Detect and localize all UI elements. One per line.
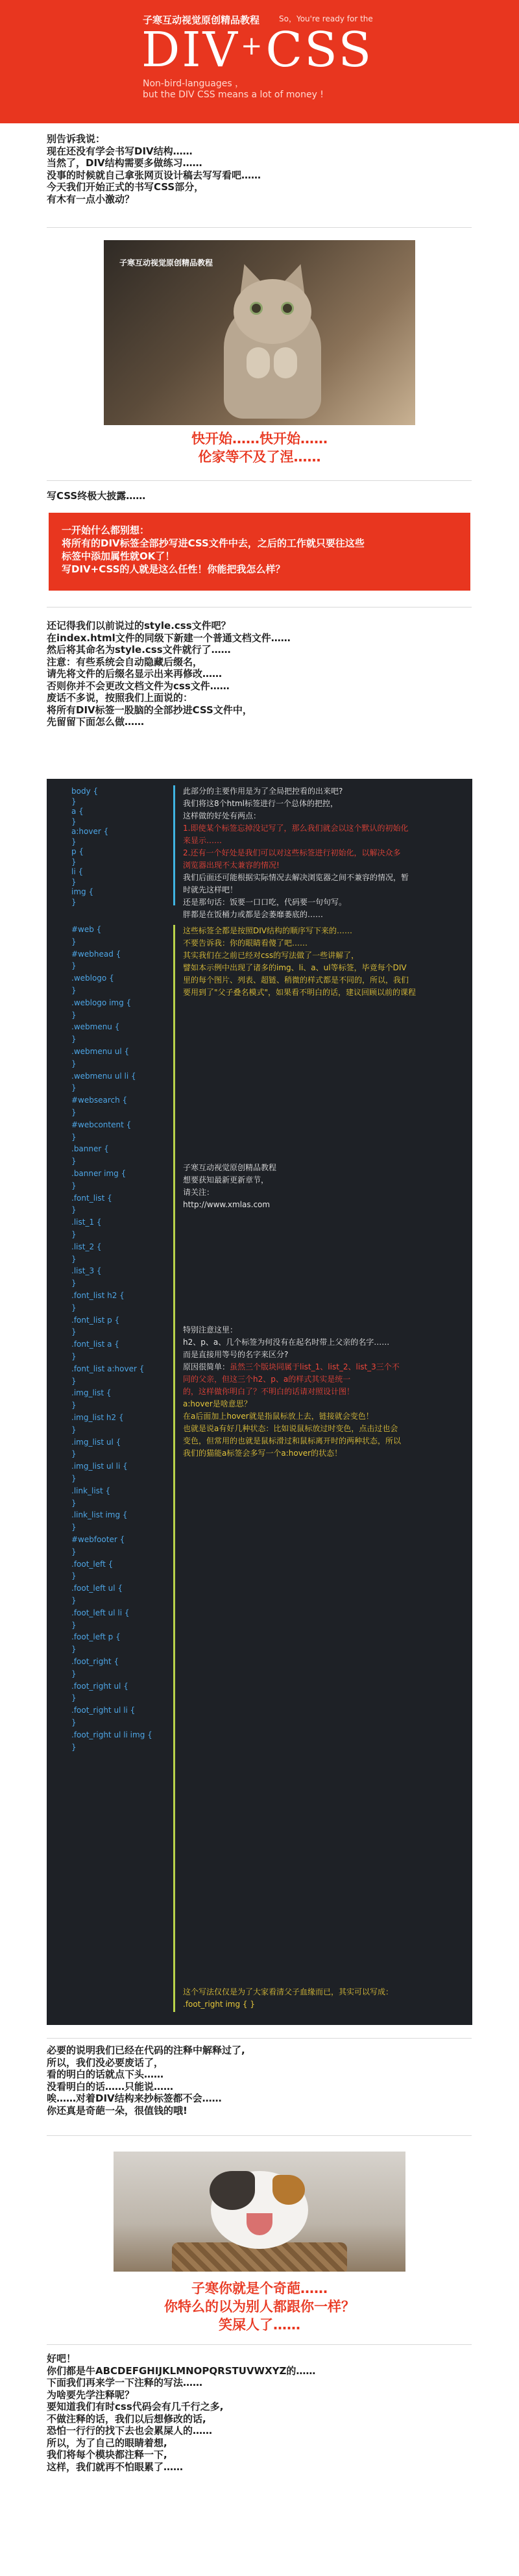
comment-text: 1.即使某个标签忘掉没记写了，那么我们就会以这个默认的初始化 (183, 824, 409, 833)
css-selector-line: } (71, 816, 77, 826)
css-selector-line: .webmenu ul li { (71, 1071, 136, 1081)
text-line: 恐怕一行行的找下去也会累屎人的…… (47, 2425, 213, 2436)
divider (47, 227, 472, 228)
css-selector-line: } (71, 1693, 77, 1703)
text-line: 我们将每个模块都注释一下, (47, 2449, 167, 2460)
code-comment-line (183, 1361, 400, 1373)
css-selector-line: #webcontent { (71, 1120, 132, 1129)
divider (47, 2038, 472, 2039)
css-selector-line: .list_3 { (71, 1266, 102, 1276)
comment-text: 此部分的主要作用是为了全局把控看的出来吧? (183, 787, 343, 796)
code-comment-line (183, 896, 346, 909)
comment-text: 要用到了"父子叠名模式"，如果看不明白的话，建议回顾以前的课程 (183, 988, 416, 997)
css-selector-line: } (71, 1303, 77, 1312)
comment-text: 胖都是在饭桶力或都是会萎靡萎底的…… (183, 910, 324, 919)
css-selector-line: a:hover { (71, 827, 109, 836)
css-selector-line: .foot_left p { (71, 1632, 121, 1642)
comment-text: 特别注意这里： (183, 1325, 238, 1334)
red-quote-1 (0, 430, 519, 466)
css-selector-line: .img_list h2 { (71, 1413, 124, 1422)
comment-text: 这样做的好处有两点： (183, 811, 261, 820)
title-div: DIV (141, 22, 240, 78)
css-selector-line: } (71, 1059, 77, 1068)
css-selector-line: } (71, 1230, 77, 1239)
code-comment-line (183, 987, 416, 999)
css-selector-line: .font_list a { (71, 1340, 119, 1349)
code-comment-line (183, 925, 352, 937)
comment-text: 我们的猫能a标签会多写一个a:hover的状态！ (183, 1449, 343, 1458)
text-line: 没事的时候就自己拿张网页设计稿去写写看吧…… (47, 169, 261, 181)
css-selector-line: .foot_left ul li { (71, 1608, 130, 1617)
css-selector-line: } (71, 1157, 77, 1166)
code-comment-line (183, 785, 343, 798)
code-comment-line (183, 859, 280, 872)
comment-text: 2.还有一个好处是我们可以对这些标签进行初始化，以解决众多 (183, 848, 401, 857)
text-line: 否则你并不会更改文档文件为css文件…… (47, 680, 230, 692)
css-selector-line: } (71, 897, 77, 907)
comment-text: 同的父亲，但这三个h2、p、a的样式其实是统一 (183, 1375, 351, 1384)
css-selector-line: } (71, 1645, 77, 1654)
text-line: 先留留下面怎么做…… (47, 716, 145, 728)
comment-text: 的，这样做你明白了？不明白的话请对照设计图！ (183, 1387, 355, 1396)
code-comment-line (183, 1324, 237, 1336)
code-comment-line (183, 1162, 276, 1174)
code-comment-line (183, 822, 408, 835)
css-selector-line: p { (71, 847, 84, 856)
comment-text: 也就是说a有好几种状态：比如说鼠标放过时变色，点击过也会 (183, 1424, 398, 1433)
laughing-kitten-photo (114, 2152, 405, 2272)
css-selector-line: .list_1 { (71, 1218, 102, 1227)
text-line: 唉……对着DIV结构来抄标签都不会…… (47, 2092, 222, 2104)
css-selector-line: } (71, 1083, 77, 1093)
css-selector-line: .foot_right ul { (71, 1681, 128, 1691)
title-css: CSS (265, 22, 374, 78)
css-selector-line: } (71, 1376, 77, 1386)
css-selector-line: } (71, 1620, 77, 1630)
css-selector-line: .foot_left { (71, 1559, 114, 1569)
comment-text: 这些标签全都是按照DIV结构的顺序写下来的…… (183, 926, 352, 935)
quote-line: 笑屎人了…… (219, 2317, 300, 2333)
css-selector-line: .img_list { (71, 1388, 112, 1398)
text-line: 还记得我们以前说过的style.css文件吧？ (47, 620, 231, 632)
css-selector-line: .img_list ul { (71, 1437, 121, 1447)
css-selector-line: } (71, 796, 77, 806)
css-selector-line: } (71, 1327, 77, 1337)
highlight-line: 标签中添加属性就OK了！ (62, 550, 175, 562)
code-comment-line (183, 810, 261, 822)
kitten-eye (281, 302, 294, 315)
text-line: 必要的说明我们已经在代码的注释中解释过了, (47, 2044, 245, 2056)
code-comment-line (183, 1386, 354, 1398)
css-selector-line: } (71, 877, 77, 887)
css-selector-line: } (71, 1474, 77, 1483)
comment-text: 在a后面加上hover就是指鼠标放上去，链接就会变色！ (183, 1412, 374, 1421)
series-label: 子寒互动视觉原创精品教程 (143, 14, 260, 26)
comment-highlight: 虽然三个版块同属于list_1、list_2、list_3三个不 (230, 1362, 400, 1371)
css-selector-line: } (71, 1425, 77, 1434)
css-selector-line: .font_list h2 { (71, 1291, 125, 1300)
css-selector-line: .link_list img { (71, 1510, 128, 1520)
comment-text: 不要告诉我：你的眼睛看傻了吧…… (183, 938, 308, 948)
comment-text: http://www.xmlas.com (183, 1200, 271, 1209)
text-line: 看的明白的话就点下头…… (47, 2068, 164, 2080)
kitten-paw (274, 347, 297, 378)
quote-line: 伦家等不及了涅…… (198, 449, 321, 465)
text-line: 在index.html文件的同级下新建一个普通文档文件…… (47, 632, 291, 644)
comment-text: 子寒互动视觉原创精品教程 (183, 1163, 277, 1172)
text-line: 然后将其命名为style.css文件就行了…… (47, 644, 231, 656)
css-selector-line: .foot_right ul li { (71, 1706, 136, 1715)
comment-text: .foot_right img { } (183, 2000, 255, 2009)
code-comment-line (183, 1398, 252, 1410)
code-comment-line (183, 798, 338, 810)
css-selector-line: .webmenu ul { (71, 1047, 130, 1056)
comment-text: 还是那句话：饭要一口口吃，代码要一句句写。 (183, 898, 347, 907)
page-title (141, 22, 374, 78)
comment-text: 这个写法仅仅是为了大家看清父子血缘而已，其实可以写成： (183, 1987, 394, 1996)
note-bar (173, 925, 175, 2012)
text-line: 请先将文件的后缀名显示出来再修改…… (47, 668, 223, 680)
kitten-patch (272, 2175, 305, 2205)
text-line: 现在还没有学会书写DIV结构…… (47, 145, 193, 157)
css-selector-line: } (71, 1352, 77, 1361)
text-line: 当然了，DIV结构需要多做练习…… (47, 157, 202, 169)
comment-text: 而是直接用等号的名字来区分? (183, 1350, 289, 1359)
css-selector-line: } (71, 1401, 77, 1410)
css-selector-line: .foot_right ul li img { (71, 1730, 152, 1739)
css-code-panel (47, 779, 472, 2025)
css-selector-line: } (71, 1571, 77, 1581)
css-selector-line: .banner { (71, 1144, 109, 1154)
css-selector-line: a { (71, 807, 84, 816)
code-comment-line (183, 1336, 389, 1349)
comment-text: 我们后面还可能根据实际情况去解决浏览器之间不兼容的情况，暂 (183, 873, 409, 882)
css-selector-line: .foot_right { (71, 1657, 119, 1666)
section-label: 写CSS终极大披露…… (47, 490, 146, 502)
code-comment-line (183, 1373, 350, 1386)
quote-line: 子寒你就是个奇葩…… (191, 2281, 328, 2296)
steps-text (47, 620, 291, 728)
css-selector-line: .list_2 { (71, 1242, 102, 1251)
comment-text: 里的每个图片、列表、超链、稍微的样式都是不同的，所以，我们 (183, 975, 409, 985)
css-selector-line: .foot_left ul { (71, 1584, 123, 1593)
code-comment-line (183, 962, 407, 974)
text-line: 别告诉我说： (47, 133, 106, 145)
text-line: 废话不多说，按照我们上面说的： (47, 692, 193, 704)
text-line: 所以，为了自己的眼睛着想, (47, 2436, 167, 2449)
css-selector-line: } (71, 1523, 77, 1532)
after-code-text (47, 2044, 245, 2116)
praying-kitten-photo (104, 240, 415, 425)
css-selector-line: } (71, 1498, 77, 1508)
header-tagline: So，You're ready for the (279, 14, 373, 23)
css-selector-line: .webmenu { (71, 1022, 120, 1032)
kitten-eye (250, 302, 263, 315)
code-comment-line (183, 950, 359, 962)
highlight-box (49, 513, 470, 591)
css-selector-line: .banner img { (71, 1169, 127, 1178)
intro-text (47, 133, 261, 205)
comment-text: a:hover是啥意思？ (183, 1399, 252, 1408)
css-selector-line: } (71, 937, 77, 946)
css-selector-line: #webhead { (71, 949, 121, 959)
css-selector-line: .weblogo { (71, 974, 114, 983)
css-selector-line: } (71, 837, 77, 846)
quote-line: 快开始……快开始…… (191, 431, 328, 447)
css-selector-line: } (71, 1547, 77, 1556)
highlight-line: 将所有的DIV标签全部抄写进CSS文件中去，之后的工作就只要往这些 (62, 537, 365, 549)
text-line: 下面我们再来学一下注释的写法…… (47, 2377, 203, 2388)
section-heading (47, 490, 145, 502)
comment-text: 想要获知最新更新章节， (183, 1175, 269, 1184)
css-selector-line: } (71, 1254, 77, 1264)
highlight-line: 一开始什么都别想： (62, 524, 150, 536)
comment-text: 来显示…… (183, 836, 223, 845)
comment-text: 原因很简单： (183, 1362, 230, 1371)
code-comment-line (183, 974, 409, 987)
code-comment-line (183, 1174, 269, 1186)
css-selector-line: } (71, 1108, 77, 1117)
css-selector-line: } (71, 1596, 77, 1605)
code-comment-line (183, 1199, 270, 1211)
css-selector-line: .link_list { (71, 1486, 111, 1495)
divider (47, 480, 472, 481)
css-selector-line: #websearch { (71, 1096, 128, 1105)
code-comment-line (183, 937, 308, 950)
code-comment-line (183, 1349, 288, 1361)
css-selector-line: .font_list a:hover { (71, 1364, 145, 1373)
css-selector-line: .font_list p { (71, 1315, 120, 1325)
css-selector-line: .font_list { (71, 1193, 112, 1203)
kitten-paw (247, 347, 270, 378)
code-comment-line (183, 1186, 214, 1199)
code-comment-line (183, 1423, 398, 1435)
comment-text: 请关注： (183, 1188, 215, 1197)
text-line: 这样，我们就再不怕眼累了…… (47, 2460, 184, 2473)
css-selector-line: } (71, 1035, 77, 1044)
header-subtitle-2: but the DIV CSS means a lot of money ! (143, 90, 324, 100)
css-selector-line: body { (71, 787, 99, 796)
css-selector-line: .img_list ul li { (71, 1462, 128, 1471)
css-selector-line: } (71, 1010, 77, 1020)
code-comment-line (183, 1435, 401, 1447)
divider (47, 2135, 472, 2136)
css-selector-line: } (71, 1718, 77, 1727)
css-selector-line: } (71, 961, 77, 971)
css-selector-line: } (71, 1449, 77, 1459)
comment-text: h2、p、a、几个标签为何没有在起名时带上父亲的名字…… (183, 1338, 390, 1347)
text-line: 没看明白的话……只能说…… (47, 2080, 174, 2092)
code-comment-line (183, 1410, 374, 1423)
text-line: 要知道我们有时css代码会有几千行之多, (47, 2401, 224, 2412)
text-line: 为啥要先学注释呢？ (47, 2388, 135, 2401)
header-subtitle-1: Non-bird-languages ， (143, 79, 245, 89)
css-selector-line: li { (71, 867, 84, 876)
comment-text: 我们将这8个html标签进行一个总体的把控， (183, 799, 338, 808)
css-selector-line: } (71, 1132, 77, 1142)
text-line: 你们都是牛ABCDEFGHIJKLMNOPQRSTUVWXYZ的…… (47, 2364, 316, 2377)
code-comment-line (183, 1447, 342, 1460)
comment-text: 譬如本示例中出现了诸多的img、li、a、ul等标签，毕竟每个DIV (183, 963, 407, 972)
text-line: 将所有DIV标签一股脑的全部抄进CSS文件中， (47, 704, 252, 716)
code-comment-line (183, 847, 400, 859)
css-selector-line: img { (71, 887, 94, 896)
divider (47, 2344, 472, 2345)
css-selector-line: } (71, 1181, 77, 1190)
code-comment-line (183, 1986, 393, 1998)
css-selector-line: } (71, 1279, 77, 1288)
text-line: 注意：有些系统会自动隐藏后缀名， (47, 656, 203, 668)
title-plus: + (241, 31, 265, 61)
text-line: 好吧！ (47, 2353, 77, 2364)
css-selector-line: .weblogo img { (71, 998, 132, 1007)
css-selector-line: #webfooter { (71, 1535, 125, 1544)
css-selector-line: } (71, 857, 77, 866)
css-selector-line: #web { (71, 925, 102, 934)
photo-caption: 子寒互动视觉原创精品教程 (119, 258, 213, 267)
code-comment-line (183, 909, 323, 921)
comment-text: 时就先这样吧！ (183, 885, 238, 894)
text-line: 今天我们开始正式的书写CSS部分， (47, 181, 204, 193)
quote-line: 你特么的以为别人都跟你一样？ (164, 2299, 355, 2314)
highlight-line: 写DIV+CSS的人就是这么任性！你能把我怎么样？ (62, 563, 285, 575)
kitten-patch (210, 2171, 255, 2210)
note-bar (173, 785, 175, 905)
code-comment-line (183, 884, 237, 896)
text-line: 不做注释的话，我们以后想修改的话, (47, 2412, 206, 2425)
text-line: 你还真是奇葩一朵，很值钱的哦! (47, 2104, 187, 2116)
css-selector-line: } (71, 1669, 77, 1678)
red-quote-2 (0, 2279, 519, 2334)
code-comment-line (183, 1998, 255, 2011)
comment-text: 变色，但常用的也就是鼠标滑过和鼠标离开时的两种状态，所以 (183, 1436, 402, 1445)
css-selector-line: } (71, 1742, 77, 1752)
code-comment-line (183, 835, 222, 847)
css-selector-line: } (71, 986, 77, 995)
kitten-head (234, 279, 311, 344)
css-selector-line: } (71, 1205, 77, 1215)
outro-text (47, 2353, 315, 2473)
text-line: 有木有一点小激动？ (47, 193, 135, 205)
header-banner (0, 0, 519, 123)
comment-text: 其实我们在之前已经对css的写法做了一些讲解了， (183, 951, 359, 960)
comment-text: 浏览器出现不太兼容的情况! (183, 861, 280, 870)
code-comment-line (183, 872, 409, 884)
text-line: 所以，我们没必要废话了， (47, 2056, 164, 2068)
